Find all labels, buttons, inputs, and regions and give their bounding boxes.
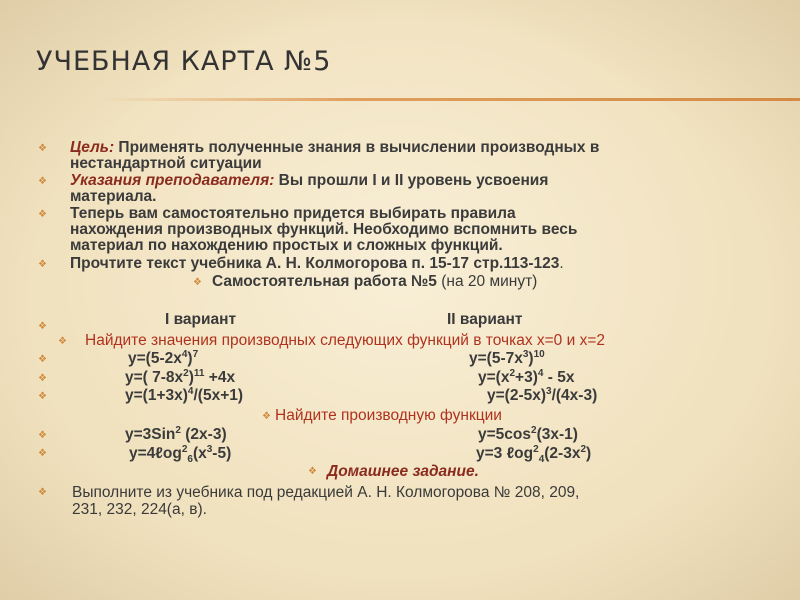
arrow-bullet-icon: ❖ (38, 176, 47, 187)
arrow-bullet-icon: ❖ (193, 277, 202, 288)
homework-label: Домашнее задание. (327, 463, 479, 480)
goal-line-1 (70, 139, 599, 156)
read-line (70, 255, 564, 272)
independent-label: Самостоятельная работа №5 (212, 273, 437, 290)
title-divider (100, 98, 800, 101)
arrow-bullet-icon: ❖ (38, 373, 47, 384)
formula-1-v2: $y=(5-7x^3)^{10}$ (469, 348, 545, 367)
now-line-3: материал по нахождению простых и сложных функций. (70, 237, 503, 254)
independent-note: (на 20 минут) (436, 273, 538, 290)
arrow-bullet-icon: ❖ (38, 321, 47, 332)
variant-2-heading: II вариант (447, 311, 523, 328)
goal-line-2: нестандартной ситуации (70, 155, 262, 172)
formula-5-v2: y=3 $\ell og^2_4(2-3x^2)$ (476, 443, 592, 466)
homework-line-2: 231, 232, 224(а, в). (72, 501, 207, 518)
arrow-bullet-icon: ❖ (38, 487, 47, 498)
arrow-bullet-icon: ❖ (58, 336, 67, 347)
teacher-line-1 (70, 172, 548, 189)
slide-title: УЧЕБНАЯ КАРТА №5 (36, 46, 332, 77)
arrow-bullet-icon: ❖ (308, 466, 317, 477)
formula-4-v2: $y=5\cos^2(3x-1)$ (478, 424, 578, 443)
formula-3-v2: $y=(2-5x)^3/(4x-3)$ (487, 385, 598, 404)
formula-4-v1: y=3Sin$^2$ (2x-3) (125, 424, 227, 443)
variant-1-heading: I вариант (165, 311, 237, 328)
formula-1-v1: $y=(5-2x^4)^7$ (128, 348, 199, 367)
arrow-bullet-icon: ❖ (38, 143, 47, 154)
formula-2-v2: $y=(x^2+3)^4 - 5x$ (478, 367, 575, 386)
read-dot: . (559, 255, 564, 272)
arrow-bullet-icon: ❖ (38, 430, 47, 441)
arrow-bullet-icon: ❖ (262, 411, 271, 422)
independent-line (212, 273, 537, 290)
arrow-bullet-icon: ❖ (38, 209, 47, 220)
teacher-line-2: материала. (70, 188, 157, 205)
arrow-bullet-icon: ❖ (38, 259, 47, 270)
homework-line-1: Выполните из учебника под редакцией А. Н. Колмогорова № 208, 209, (72, 484, 580, 501)
formula-5-v1: $y=4\ell og^2_6(x^3-5)$ (129, 443, 232, 466)
task-1: Найдите значения производных следующих функций в точках х=0 и х=2 (85, 332, 605, 349)
arrow-bullet-icon: ❖ (38, 448, 47, 459)
goal-text-1: Применять полученные знания в вычислении производных в (114, 139, 600, 156)
arrow-bullet-icon: ❖ (38, 391, 47, 402)
now-line-1: Теперь вам самостоятельно придется выбирать правила (70, 205, 516, 222)
read-text: Прочтите текст учебника А. Н. Колмогорова п. 15-17 стр.113-123 (70, 255, 560, 272)
now-line-2: нахождения производных функций. Необходимо вспомнить весь (70, 221, 578, 238)
formula-3-v1: $y=(1+3x)^4/(5x+1)$ (125, 385, 244, 404)
teacher-label: Указания преподавателя: (70, 172, 275, 189)
goal-label: Цель: (70, 139, 115, 156)
arrow-bullet-icon: ❖ (38, 354, 47, 365)
task-2: Найдите производную функции (275, 407, 502, 424)
formula-2-v1: y=( $7-8x^2)^{11} +4x$ (125, 367, 236, 386)
teacher-text-1: Вы прошли I и II уровень усвоения (274, 172, 549, 189)
